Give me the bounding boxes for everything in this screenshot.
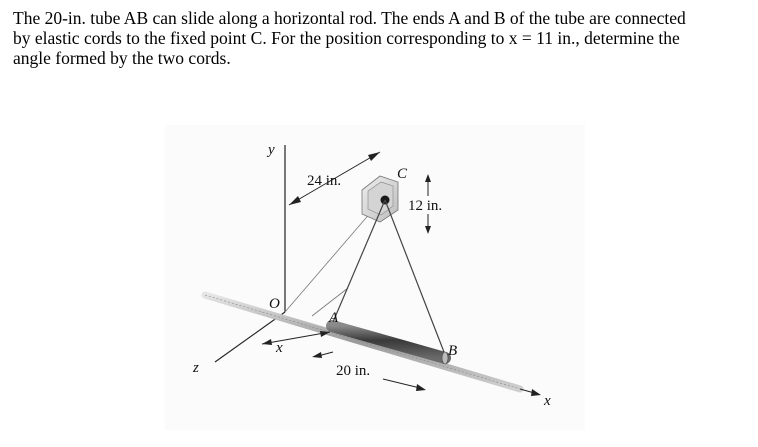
label-o: O [269,296,280,312]
problem-line-3: angle formed by the two cords. [13,48,231,68]
label-a: A [329,310,339,326]
label-x-axis: x [544,393,551,409]
figure-background [165,125,585,430]
label-12in: 12 in. [408,198,443,214]
label-20in: 20 in. [336,363,371,379]
label-z: z [193,360,199,376]
label-x-dim: x [276,340,283,356]
label-b: B [448,343,458,359]
problem-line-1: The 20-in. tube AB can slide along a horizontal rod. The ends A and B of the tube are connected [13,8,686,28]
problem-line-2: by elastic cords to the fixed point C. For the position corresponding to x = 11 in., determine the [13,28,680,48]
label-c: C [397,166,408,182]
label-y: y [268,142,275,158]
label-24in: 24 in. [307,173,342,189]
